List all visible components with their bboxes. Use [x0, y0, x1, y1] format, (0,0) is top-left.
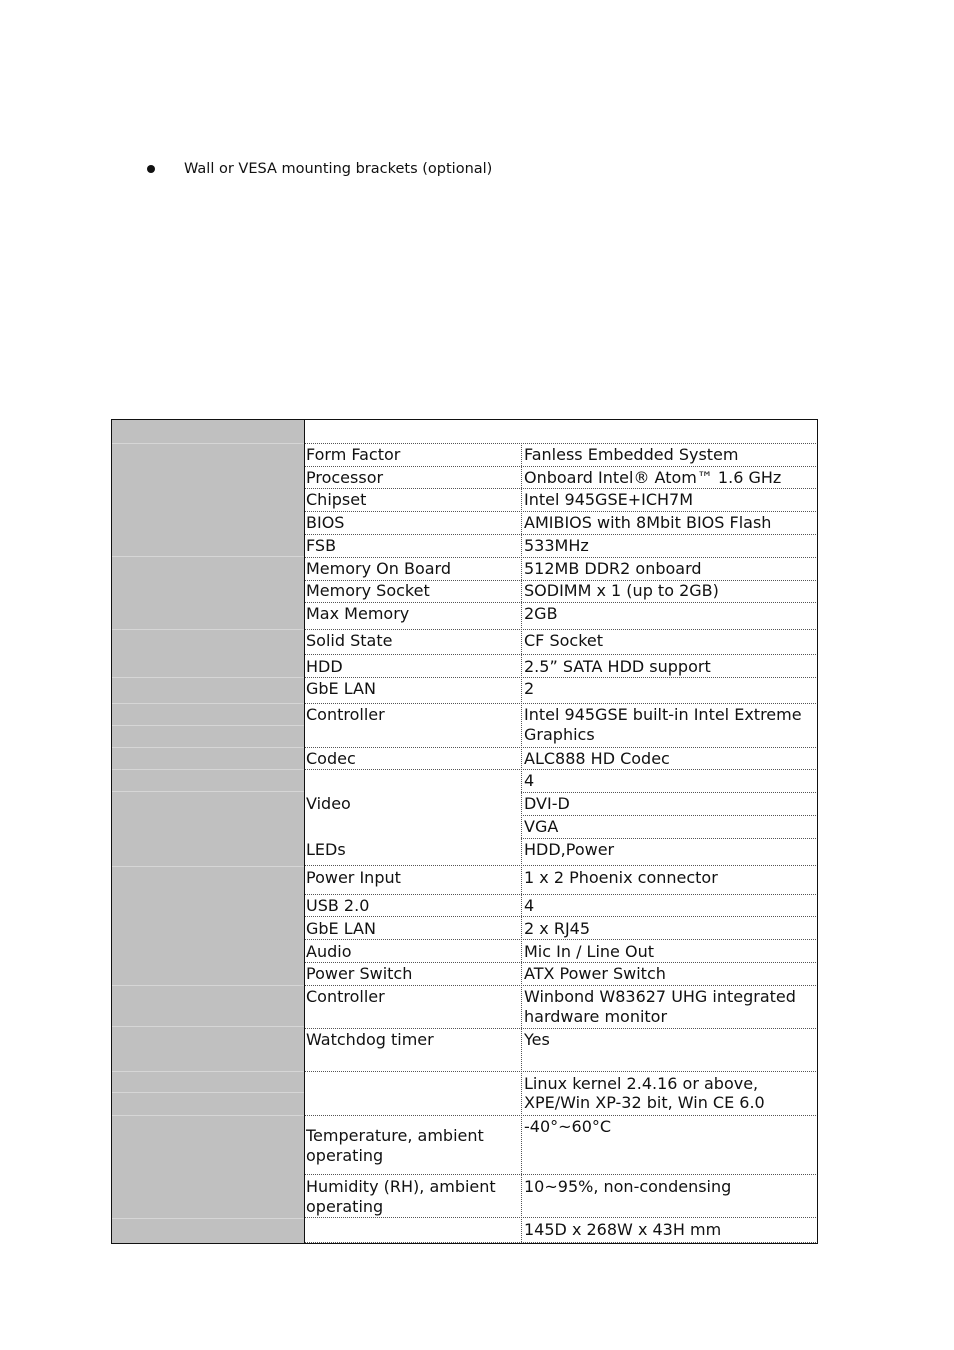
spec-value-power-input: 1 x 2 Phoenix connector	[524, 868, 718, 887]
spec-value-audio: Mic In / Line Out	[524, 942, 654, 961]
category-cell	[111, 444, 304, 1244]
spec-value-hdd: 2.5” SATA HDD support	[524, 657, 711, 676]
spec-label-usb: USB 2.0	[306, 896, 370, 915]
spec-value-monitor-controller-line2: hardware monitor	[524, 1007, 668, 1026]
spec-label-humidity: Humidity (RH), ambient	[306, 1177, 496, 1196]
spec-label-power-input: Power Input	[306, 868, 401, 887]
spec-value-usb: 4	[524, 896, 535, 915]
spec-value-humidity: 10~95%, non-condensing	[524, 1177, 732, 1196]
spec-value-fsb: 533MHz	[524, 536, 589, 555]
spec-value-graphics-controller-line2: Graphics	[524, 725, 595, 744]
bullet-icon	[147, 165, 155, 173]
spec-label-chipset: Chipset	[306, 490, 367, 509]
spec-label-bios: BIOS	[306, 513, 345, 532]
spec-label-max-memory: Max Memory	[306, 604, 410, 623]
spec-value-video-vga: VGA	[524, 817, 559, 836]
spec-value-memory-socket: SODIMM x 1 (up to 2GB)	[524, 581, 719, 600]
spec-label-graphics-controller: Controller	[306, 705, 385, 724]
spec-label-solid-state: Solid State	[306, 631, 393, 650]
spec-label-fsb: FSB	[306, 536, 337, 555]
specification-table	[111, 419, 818, 1244]
spec-value-power-switch: ATX Power Switch	[524, 964, 666, 983]
spec-label-codec: Codec	[306, 749, 356, 768]
spec-value-os-line2: XPE/Win XP-32 bit, Win CE 6.0	[524, 1093, 765, 1112]
spec-value-os: Linux kernel 2.4.16 or above,	[524, 1074, 759, 1093]
spec-value-form-factor: Fanless Embedded System	[524, 445, 739, 464]
bullet-text: Wall or VESA mounting brackets (optional)	[184, 161, 493, 177]
spec-label-audio: Audio	[306, 942, 352, 961]
spec-label-processor: Processor	[306, 468, 384, 487]
spec-value-dimensions: 145D x 268W x 43H mm	[524, 1220, 722, 1239]
category-cell	[111, 419, 304, 443]
spec-label-power-switch: Power Switch	[306, 964, 413, 983]
spec-value-chipset: Intel 945GSE+ICH7M	[524, 490, 694, 509]
spec-value-gbe-lan: 2	[524, 679, 535, 698]
spec-value-bios: AMIBIOS with 8Mbit BIOS Flash	[524, 513, 772, 532]
spec-label-humidity-line2: operating	[306, 1197, 384, 1216]
bullet-list-item	[147, 159, 492, 179]
spec-label-io-gbe-lan: GbE LAN	[306, 919, 376, 938]
spec-value-io-count: 4	[524, 771, 535, 790]
spec-value-monitor-controller: Winbond W83627 UHG integrated	[524, 987, 796, 1006]
spec-label-temperature: Temperature, ambient	[306, 1126, 484, 1145]
spec-label-hdd: HDD	[306, 657, 343, 676]
spec-label-monitor-controller: Controller	[306, 987, 385, 1006]
spec-label-temperature-line2: operating	[306, 1146, 384, 1165]
spec-value-codec: ALC888 HD Codec	[524, 749, 670, 768]
spec-value-solid-state: CF Socket	[524, 631, 604, 650]
spec-value-io-gbe-lan: 2 x RJ45	[524, 919, 591, 938]
spec-label-memory-socket: Memory Socket	[306, 581, 430, 600]
spec-value-max-memory: 2GB	[524, 604, 558, 623]
spec-value-memory-on-board: 512MB DDR2 onboard	[524, 559, 702, 578]
spec-label-form-factor: Form Factor	[306, 445, 401, 464]
spec-label-leds: LEDs	[306, 840, 346, 859]
spec-value-temperature: -40°~60°C	[524, 1117, 612, 1136]
spec-label-memory-on-board: Memory On Board	[306, 559, 451, 578]
spec-value-processor: Onboard Intel® Atom™ 1.6 GHz	[524, 468, 782, 487]
spec-label-watchdog: Watchdog timer	[306, 1030, 434, 1049]
spec-value-video-dvi: DVI-D	[524, 794, 570, 813]
spec-value-watchdog: Yes	[524, 1030, 550, 1049]
spec-label-video: Video	[306, 794, 351, 813]
spec-value-leds: HDD,Power	[524, 840, 615, 859]
spec-value-graphics-controller: Intel 945GSE built-in Intel Extreme	[524, 705, 802, 724]
spec-label-gbe-lan: GbE LAN	[306, 679, 376, 698]
